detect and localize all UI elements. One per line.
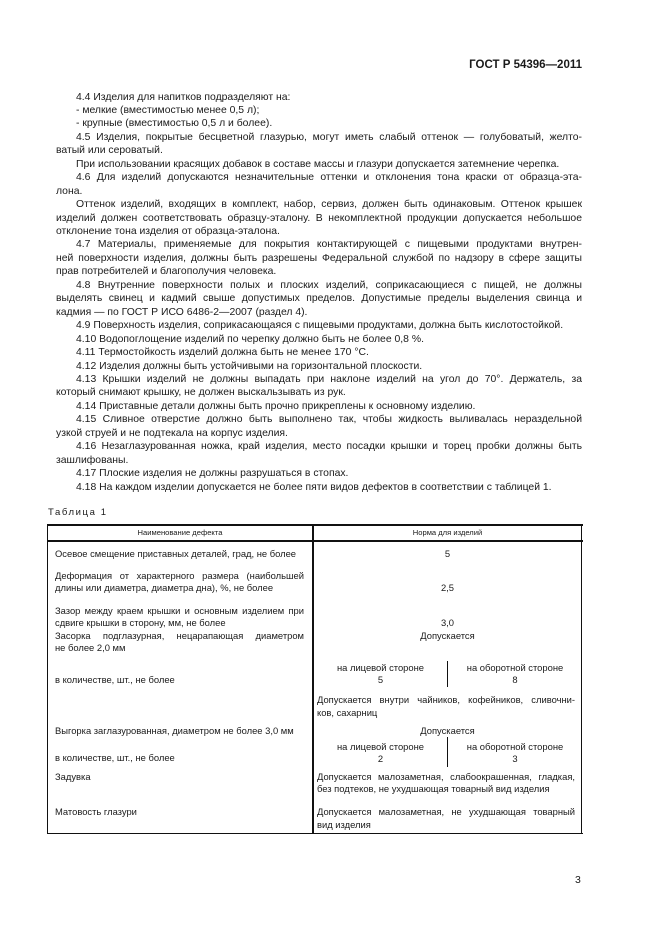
paragraph-line: 4.17 Плоские изделия не должны разрушаться в стопах. <box>76 468 349 480</box>
paragraph-line: ватый или сероватый. <box>56 145 163 157</box>
back-side-value: 3 <box>512 753 518 764</box>
back-side-value: 8 <box>512 674 518 685</box>
norm-value: Допускается малозаметная, слабоокрашенная, гладкая, <box>317 771 575 782</box>
norm-value: вид изделия <box>317 819 371 830</box>
front-side-value: 5 <box>377 674 384 685</box>
paragraph-line: выделять свинец и кадмий свыше допустимых пределов. Допустимые пределы выделения свинца и <box>56 293 582 305</box>
table-border-left <box>47 524 48 834</box>
paragraph-line: 4.6 Для изделий допускаются незначительные оттенки и отклонения тона краски от образца-эта- <box>76 172 582 184</box>
document-id-header: ГОСТ Р 54396—2011 <box>469 59 582 71</box>
defect-name: Матовость глазури <box>55 806 137 817</box>
norm-value: 3,0 <box>440 617 455 628</box>
defect-name: длины или диаметра, диаметра дна), %, не более <box>55 582 274 593</box>
column-header-defect: Наименование дефекта <box>137 528 223 537</box>
paragraph-line: ней поверхности изделия, должны быть разрешены Федеральной службой по надзору в сфере защиты <box>56 252 582 264</box>
defect-name: сдвиге крышки в сторону, мм, не более <box>55 617 226 628</box>
table-border-bottom <box>47 833 583 834</box>
table-border-top <box>47 524 583 526</box>
table-border-right <box>581 524 582 834</box>
page-number: 3 <box>575 874 581 886</box>
defect-name: Зазор между краем крышки и основным изделием при <box>55 605 304 616</box>
paragraph-line: 4.16 Незаглазурованная ножка, край изделия, место посадки крышки и торец пробки должны быть <box>76 441 582 453</box>
paragraph-line: зашлифованы. <box>56 454 129 466</box>
paragraph-line: изделий должен соответствовать образцу-эталону. В некомплектной продукции допускается небольшое <box>56 212 582 224</box>
norm-value: Допускается <box>420 725 475 736</box>
paragraph-line: отклонение тона изделия от образца-эталона. <box>56 226 280 237</box>
column-header-norm: Норма для изделий <box>412 528 483 537</box>
subcolumn-divider <box>447 661 448 687</box>
norm-value: 2,5 <box>440 582 455 593</box>
paragraph-line: 4.10 Водопоглощение изделий по черепку должно быть не более 0,8 %. <box>76 333 424 345</box>
front-side-value: 2 <box>377 753 384 764</box>
norm-value: Допускается внутри чайников, кофейников, сливочни- <box>317 694 575 705</box>
table-header-divider <box>47 540 583 542</box>
defect-name: Засорка подглазурная, нецарапающая диаметром <box>55 630 304 641</box>
paragraph-line: 4.11 Термостойкость изделий должна быть не менее 170 °С. <box>76 347 369 359</box>
norm-value: 5 <box>444 548 451 559</box>
paragraph-line: 4.13 Крышки изделий не должны выпадать при наклоне изделий на угол до 70°. Держатель, за <box>76 373 582 385</box>
paragraph-line: - крупные (вместимостью 0,5 л и более). <box>76 118 273 130</box>
back-side-label: на оборотной стороне <box>466 662 564 673</box>
paragraph-line: 4.14 Приставные детали должны быть прочно прикреплены к основному изделию. <box>76 400 476 412</box>
paragraph-line: 4.7 Материалы, применяемые для покрытия контактирующей с пищевыми продуктами внутрен- <box>76 239 582 251</box>
front-side-label: на лицевой стороне <box>336 741 425 752</box>
paragraph-line: 4.12 Изделия должны быть устойчивыми на горизонтальной плоскости. <box>76 360 423 372</box>
norm-value: ков, сахарниц <box>317 707 378 718</box>
defect-name: в количестве, шт., не более <box>55 674 175 685</box>
paragraph-line: 4.9 Поверхность изделия, соприкасающаяся с пищевыми продуктами, должна быть кислотостойкой. <box>76 320 564 332</box>
paragraph-line: 4.8 Внутренние поверхности полых и плоских изделий, соприкасающиеся с пищей, не должны <box>76 279 582 291</box>
paragraph-line: 4.4 Изделия для напитков подразделяют на: <box>76 91 291 103</box>
front-side-label: на лицевой стороне <box>336 662 425 673</box>
defect-name: Деформация от характерного размера (наибольшей <box>55 570 304 581</box>
paragraph-line: прав потребителей и благополучия человека. <box>56 266 277 278</box>
norm-value: Допускается малозаметная, не ухудшающая товарный <box>317 806 575 817</box>
paragraph-line: узкой струей и не подтекала на корпус изделия. <box>56 427 288 439</box>
defect-name: Осевое смещение приставных деталей, град, не более <box>55 548 297 559</box>
paragraph-line: Оттенок изделий, входящих в комплект, набор, сервиз, должен быть одинаковым. Оттенок крышек <box>76 199 582 211</box>
defect-name: не более 2,0 мм <box>55 642 126 653</box>
paragraph-line: лона. <box>56 185 83 197</box>
paragraph-line: - мелкие (вместимостью менее 0,5 л); <box>76 104 260 116</box>
table-caption: Таблица 1 <box>48 507 108 518</box>
norm-value: без подтеков, не ухудшающая товарный вид изделия <box>317 783 550 794</box>
defect-name: Задувка <box>55 771 91 782</box>
norm-value: Допускается <box>420 630 475 641</box>
paragraph-line: 4.5 Изделия, покрытые бесцветной глазурью, могут иметь слабый оттенок — голубоватый, желто- <box>76 131 582 143</box>
paragraph-line: При использовании красящих добавок в составе массы и глазури допускается затемнение черепка. <box>76 158 560 170</box>
defect-name: в количестве, шт., не более <box>55 752 175 763</box>
back-side-label: на оборотной стороне <box>466 741 564 752</box>
defect-name: Выгорка заглазурованная, диаметром не более 3,0 мм <box>55 725 294 736</box>
paragraph-line: который снимают крышку, не должен выскальзывать из рук. <box>56 387 346 399</box>
subcolumn-divider <box>447 737 448 767</box>
paragraph-line: 4.15 Сливное отверстие должно быть выполнено так, чтобы жидкость выливалась нераздельной <box>76 414 582 426</box>
paragraph-line: 4.18 На каждом изделии допускается не более пяти видов дефектов в соответствии с таблицей 1. <box>76 481 552 493</box>
paragraph-line: кадмия — по ГОСТ Р ИСО 6486-2—2007 (раздел 4). <box>56 306 308 318</box>
